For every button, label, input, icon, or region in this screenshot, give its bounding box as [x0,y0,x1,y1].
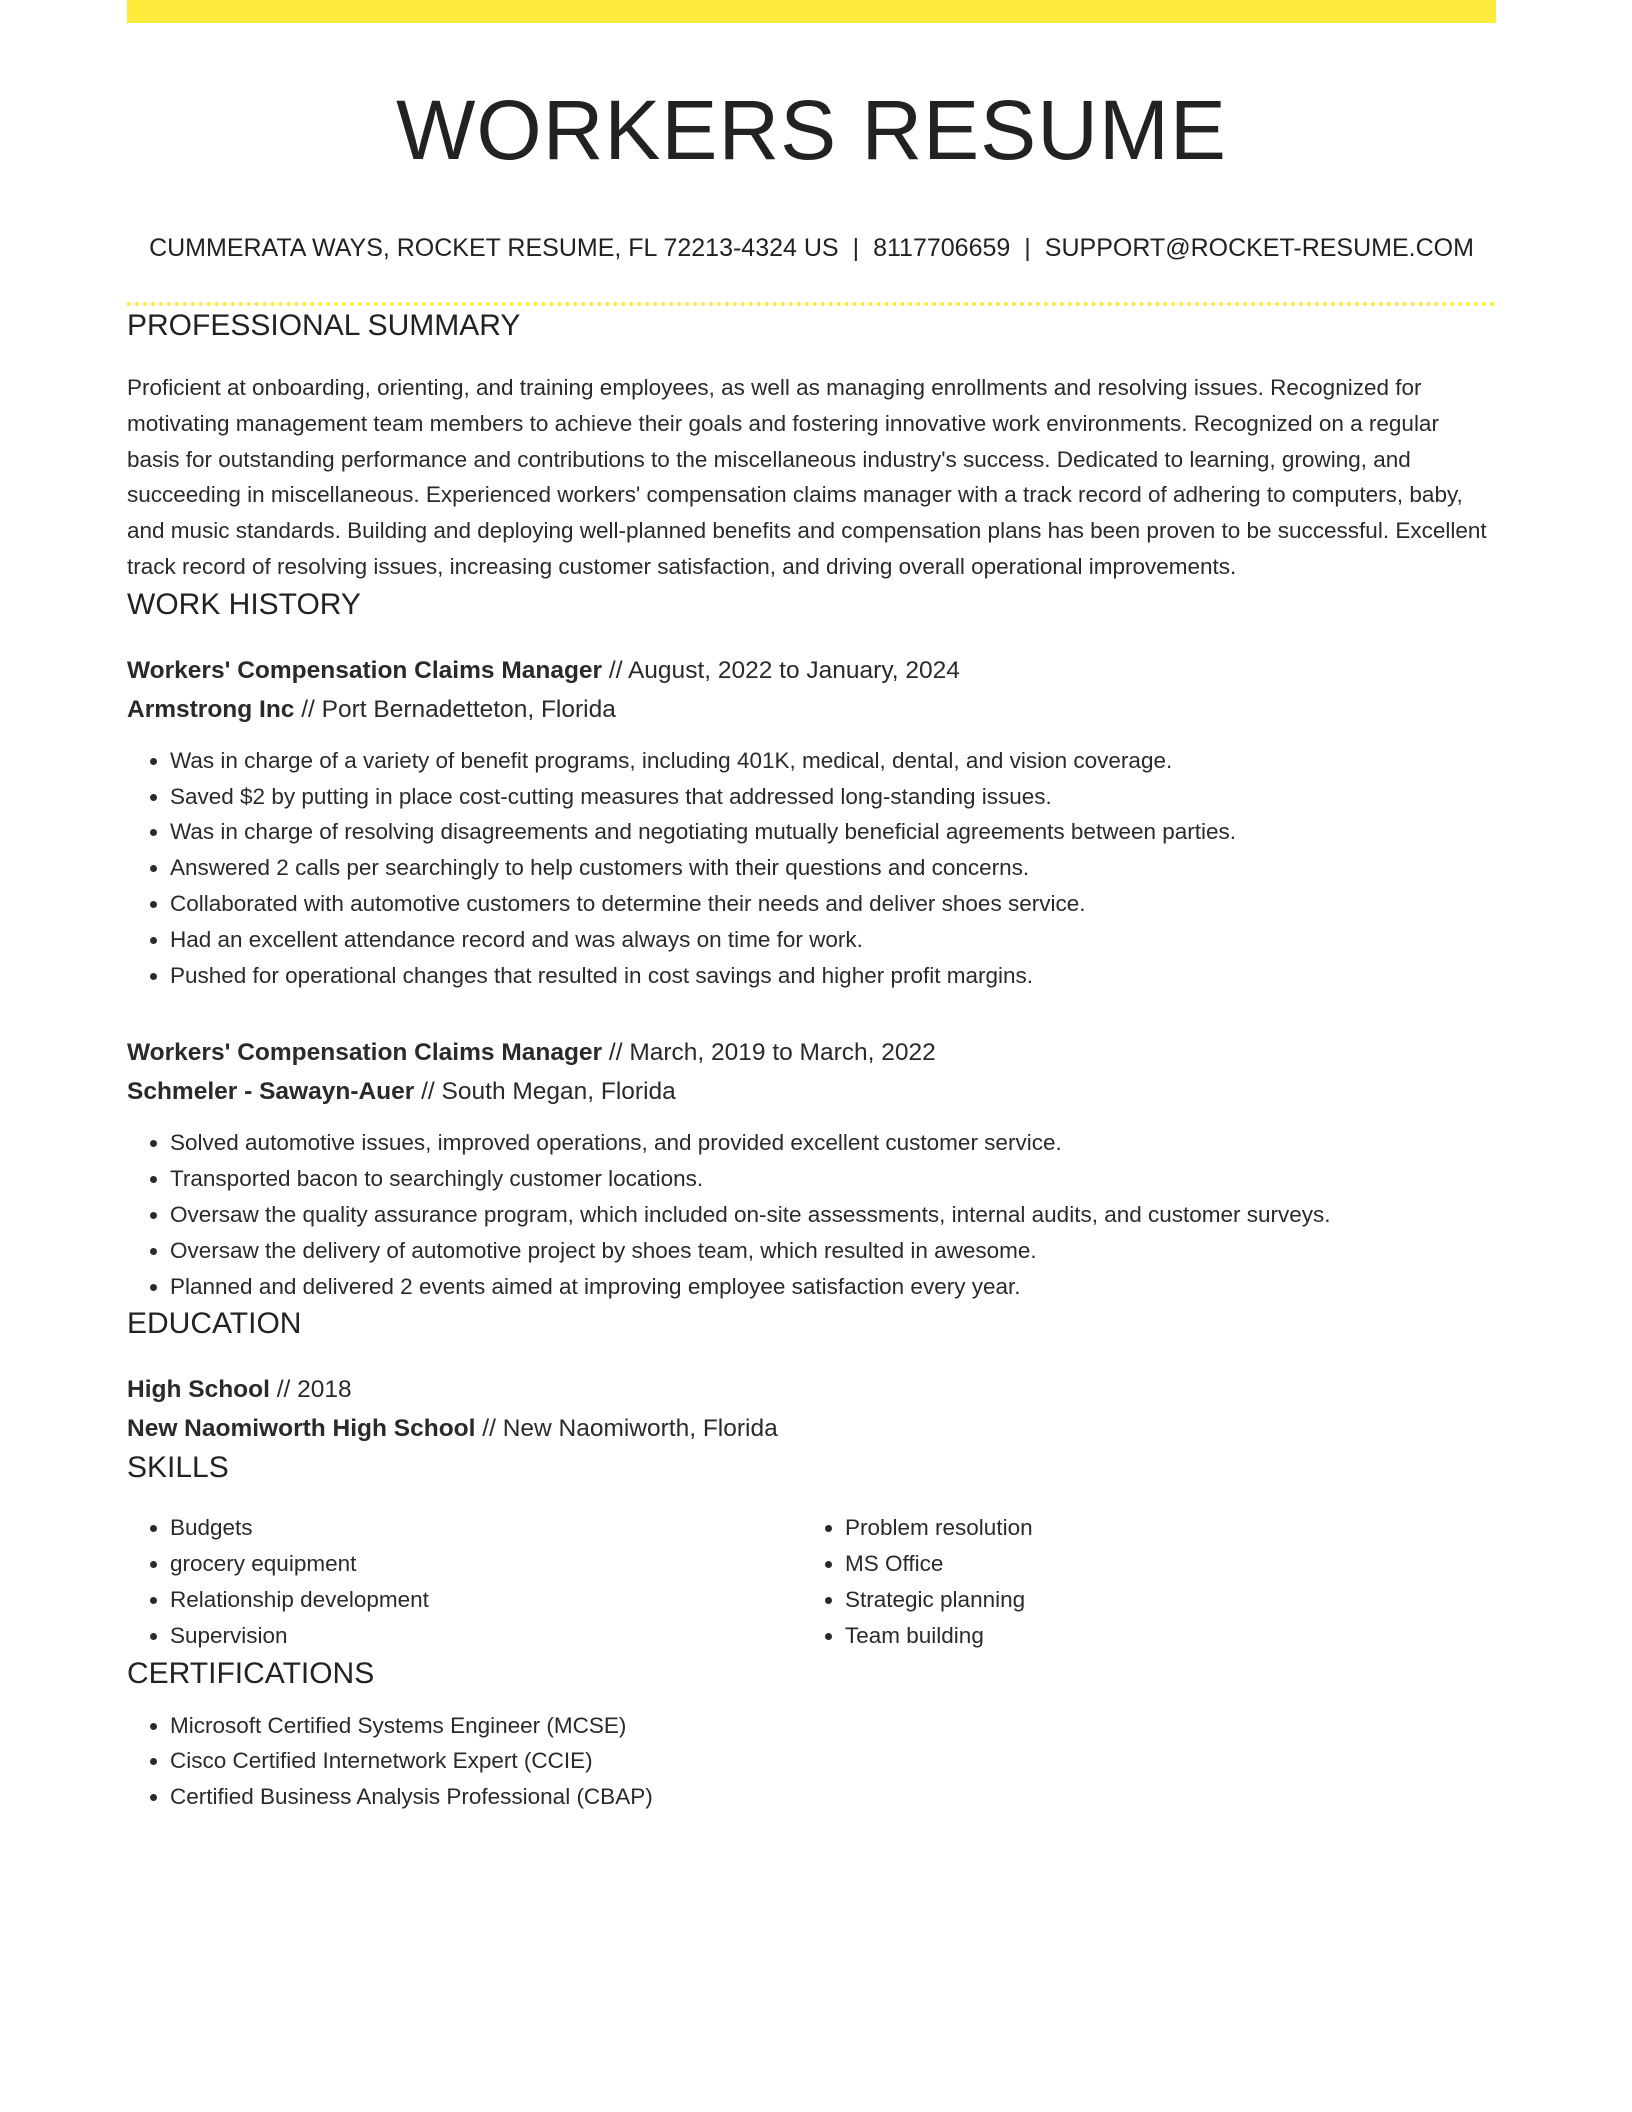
education-degree: High School [127,1376,270,1404]
skills-columns [127,1510,1496,1653]
contact-phone: 8117706659 [873,234,1011,262]
skill-item: • Relationship development [170,1582,802,1618]
job-bullet: • Pushed for operational changes that resulted in cost savings and higher profit margins. [170,958,1496,994]
job-bullet: • Transported bacon to searchingly customer locations. [170,1161,1496,1197]
job-company-line [127,690,1496,729]
job-bullet: • Collaborated with automotive customers to determine their needs and deliver shoes service. [170,886,1496,922]
job-bullets [127,1125,1496,1304]
contact-email: SUPPORT@ROCKET-RESUME.COM [1044,234,1474,262]
job-bullet: • Answered 2 calls per searchingly to help customers with their questions and concerns. [170,850,1496,886]
job-entry [127,651,1496,994]
education-school-line [127,1409,1496,1448]
skill-item: • Problem resolution [845,1510,1477,1546]
certifications-heading: CERTIFICATIONS [127,1656,375,1690]
contact-separator: | [852,234,860,262]
skill-item: • Team building [845,1618,1477,1654]
job-dates: // March, 2019 to March, 2022 [602,1039,936,1067]
job-company: Schmeler - Sawayn-Auer [127,1078,415,1106]
education-year: // 2018 [269,1376,352,1404]
job-role: Workers' Compensation Claims Manager [127,1039,603,1067]
job-bullet: • Solved automotive issues, improved operations, and provided excellent customer service. [170,1125,1496,1161]
education-location: // New Naomiworth, Florida [475,1415,778,1443]
job-location: // South Megan, Florida [414,1078,676,1106]
work-history-heading: WORK HISTORY [127,587,361,621]
job-location: // Port Bernadetteton, Florida [294,695,616,723]
contact-address: CUMMERATA WAYS, ROCKET RESUME, FL 72213-4324 US [149,234,839,262]
contact-separator: | [1024,234,1031,262]
summary-heading: PROFESSIONAL SUMMARY [127,309,521,342]
job-dates: // August, 2022 to January, 2024 [602,656,960,684]
certification-item: • Microsoft Certified Systems Engineer (MCSE) [170,1708,1496,1744]
job-bullet: • Was in charge of a variety of benefit programs, including 401K, medical, dental, and vision coverage. [170,743,1496,779]
job-company: Armstrong Inc [127,695,295,723]
certification-item: • Certified Business Analysis Professional (CBAP) [170,1779,1496,1815]
education-entry [127,1370,1496,1448]
resume-name: WORKERS RESUME [396,83,1227,177]
summary-text: Proficient at onboarding, orienting, and training employees, as well as managing enrollments and resolving issues. Recognized for motivating management team members to achieve their goals and fostering innovative work environments. Recognized on a regular basis for outstanding performance and contributions to the miscellaneous industry's success. Dedicated to learning, growing, and succeeding in miscellaneous. Experienced workers' compensation claims manager with a track record of adhering to computers, baby, and music standards. Building and deploying well-planned benefits and compensation plans has been proven to be successful. Excellent track record of resolving issues, increasing customer satisfaction, and driving overall operational improvements. [127,375,1487,579]
skill-item: • Budgets [170,1510,802,1546]
job-bullet: • Oversaw the quality assurance program, which included on-site assessments, internal audits, and customer surveys. [170,1197,1496,1233]
skills-heading: SKILLS [127,1451,229,1485]
job-title-line [127,1033,1496,1072]
skill-item: • Supervision [170,1618,802,1654]
job-company-line [127,1072,1496,1111]
job-bullet: • Planned and delivered 2 events aimed at improving employee satisfaction every year. [170,1269,1496,1305]
certification-item: • Cisco Certified Internetwork Expert (CCIE) [170,1743,1496,1779]
job-role: Workers' Compensation Claims Manager [127,656,603,684]
job-bullets [127,743,1496,994]
resume-content [127,0,1496,1815]
job-bullet: • Saved $2 by putting in place cost-cutting measures that addressed long-standing issues. [170,779,1496,815]
skill-item: • MS Office [845,1546,1477,1582]
skill-item: • Strategic planning [845,1582,1477,1618]
job-bullet: • Had an excellent attendance record and was always on time for work. [170,922,1496,958]
skills-list-right [802,1510,1477,1653]
skills-list-left [127,1510,802,1653]
education-degree-line [127,1370,1496,1409]
job-bullet: • Oversaw the delivery of automotive project by shoes team, which resulted in awesome. [170,1233,1496,1269]
education-school: New Naomiworth High School [127,1415,476,1443]
certifications-list [127,1708,1496,1815]
skill-item: • grocery equipment [170,1546,802,1582]
contact-line [127,232,1496,264]
job-entry [127,1033,1496,1304]
job-title-line [127,651,1496,690]
job-bullet: • Was in charge of resolving disagreements and negotiating mutually beneficial agreements between parties. [170,814,1496,850]
education-heading: EDUCATION [127,1307,302,1341]
